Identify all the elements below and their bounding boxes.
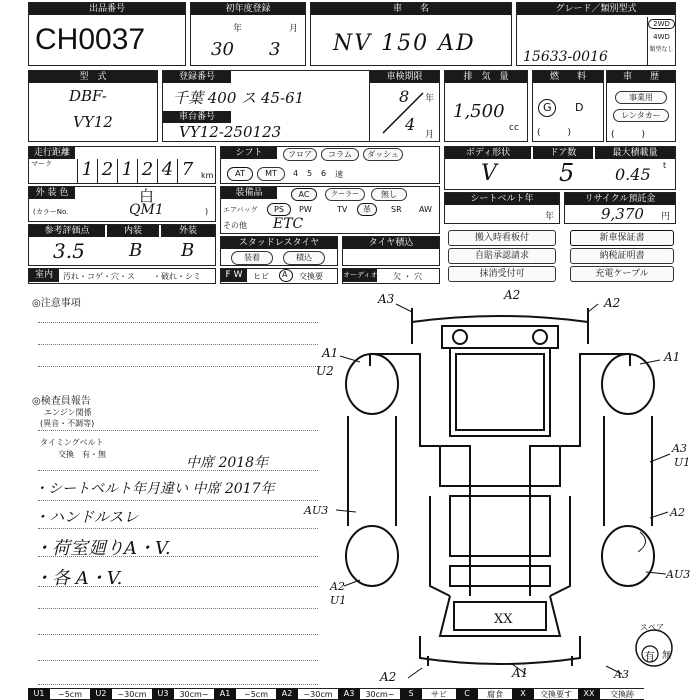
seatbelt-label: シートベルト年 xyxy=(445,193,559,205)
door-count-value: 5 xyxy=(559,159,575,187)
caution-title: ◎注意事項 xyxy=(32,298,81,309)
displacement-label: 排 気 量 xyxy=(445,71,527,83)
inspection-year: 8 xyxy=(399,87,410,106)
lot-number-box xyxy=(28,2,186,66)
audio-box: オーディオ 欠 ・ 穴 xyxy=(342,268,440,284)
legend-key: A1 xyxy=(214,688,236,700)
score-box xyxy=(28,224,216,266)
studless-loaded: 積込 xyxy=(283,251,325,265)
doc-warranty: 新車保証書 xyxy=(570,230,674,246)
fuel-box: 燃 料 G D ( ) xyxy=(532,70,604,142)
mark-front-left: A3 xyxy=(378,292,395,306)
equip-cooler: クーラー xyxy=(325,188,365,201)
doc-insurance: 自賠承認請求 xyxy=(448,248,556,264)
equipment-label: 装備品 xyxy=(221,187,277,199)
equip-ps: PS xyxy=(267,203,291,216)
mark-right-rear-door: A2 xyxy=(670,506,685,519)
history-rental: レンタカー xyxy=(613,109,669,122)
legend-key: U1 xyxy=(28,688,50,700)
seatbelt-box: シートベルト年 年 xyxy=(444,192,560,224)
body-shape-value: V xyxy=(481,161,497,186)
exterior-color-box: 外 装 色 白 (カラーNo. QM1 ) xyxy=(28,186,216,222)
inspection-strike xyxy=(377,89,427,137)
shift-label: シフト xyxy=(221,147,277,159)
doc-sign: 搬入時看板付 xyxy=(448,230,556,246)
history-label: 車 歴 xyxy=(607,71,675,83)
inspection-label: 車検期限 xyxy=(370,71,439,83)
score-value: 3.5 xyxy=(53,239,85,263)
mark-rear-center: A1 xyxy=(512,666,529,680)
mark-left-rear-1: A2 xyxy=(330,580,345,593)
grade-value: 15633-0016 xyxy=(523,49,608,65)
color-number-value: QM1 xyxy=(129,202,164,218)
fw-box: F W ヒビ A 交換要 xyxy=(220,268,338,284)
legend-key: X xyxy=(512,688,534,700)
exterior-grade-label: 外装 xyxy=(161,225,215,237)
mileage-mark-label: マーク xyxy=(31,160,52,168)
legend-key: A2 xyxy=(276,688,298,700)
note-4: ・各 A・V. xyxy=(34,568,123,589)
legend-value: サビ xyxy=(422,688,456,700)
drive-2wd: 2WD xyxy=(648,19,675,29)
equip-ac: AC xyxy=(291,188,317,201)
equipment-box: 装備品 AC クーラー 無し エアバッグ PS PW TV 革 SR AW その他 ETC xyxy=(220,186,440,234)
doc-deregistration: 抹消受付可 xyxy=(448,266,556,282)
type-none: 類型なし xyxy=(649,46,674,53)
model-line2: VY12 xyxy=(73,113,113,131)
legend-value: 交換跡 xyxy=(600,688,644,700)
shift-at: AT xyxy=(227,167,253,181)
shift-gears-6: 6 xyxy=(321,169,327,178)
interior-grade-label: 内装 xyxy=(107,225,159,237)
car-name-value: NV 150 AD xyxy=(333,31,476,56)
legend-value: 30cm~ xyxy=(174,688,214,700)
reg-number-label: 登録番号 xyxy=(163,71,231,83)
note-3: ・荷室廻りA・V. xyxy=(34,538,171,559)
equip-other-value: ETC xyxy=(273,216,304,232)
mark-front-right: A2 xyxy=(604,296,621,310)
interior-condition-box: 室内 汚れ・コゲ・穴・ス ・破れ・シミ xyxy=(28,268,216,284)
interior-grade-value: B xyxy=(129,240,143,261)
interior-condition-label: 室内 xyxy=(29,269,59,282)
tire-load-label: タイヤ積込 xyxy=(343,237,439,249)
grade-box xyxy=(516,2,676,66)
exterior-grade-value: B xyxy=(181,240,195,261)
body-shape-label: ボディ形状 xyxy=(445,147,531,159)
recycle-value: 9,370 xyxy=(601,205,644,223)
mileage-digit: 4 xyxy=(157,159,177,183)
lot-number-label: 出品番号 xyxy=(29,3,185,15)
spare-label: スペア xyxy=(640,623,664,632)
interior-condition-text: 汚れ・コゲ・穴・ス xyxy=(63,272,135,281)
shift-mt: MT xyxy=(257,167,285,181)
mark-rear-left: A2 xyxy=(380,670,397,684)
door-count-label: ドア数 xyxy=(533,147,593,159)
legend-value: ~5cm xyxy=(236,688,276,700)
first-registration-label: 初年度登録 xyxy=(191,3,305,15)
legend-key: XX xyxy=(578,688,600,700)
max-load-label: 最大積載量 xyxy=(595,147,675,159)
legend-value: 30cm~ xyxy=(360,688,400,700)
studless-mounted: 装着 xyxy=(231,251,273,265)
equip-sr: SR xyxy=(391,205,402,214)
mileage-digit: 1 xyxy=(117,159,137,183)
drive-4wd: 4WD xyxy=(653,33,670,41)
legend-value: 交換要す xyxy=(534,688,578,700)
studless-label: スタッドレスタイヤ xyxy=(221,237,337,249)
legend-key: U3 xyxy=(152,688,174,700)
car-name-box xyxy=(310,2,512,66)
mark-front-center: A2 xyxy=(504,288,521,302)
timing-belt-label: タイミングベルト xyxy=(40,438,104,447)
legend-key: A3 xyxy=(338,688,360,700)
shift-gears-5: 5 xyxy=(307,169,313,178)
shift-gears-4: 4 xyxy=(293,169,299,178)
legend-value: ~30cm xyxy=(112,688,152,700)
reg-number-value: 千葉 400 ス 45-61 xyxy=(173,89,305,107)
shift-column: コラム xyxy=(321,148,359,161)
fuel-label: 燃 料 xyxy=(533,71,603,83)
tire-load-box xyxy=(342,236,440,266)
mark-right-rear-fender: AU3 xyxy=(666,568,691,581)
recycle-label: リサイクル預託金 xyxy=(565,193,675,205)
score-label: 参考評価点 xyxy=(29,225,105,237)
shift-box: シフト フロア コラム ダッシュ AT MT 4 5 6 速 xyxy=(220,146,440,184)
registration-box: 登録番号 千葉 400 ス 45-61 車台番号 VY12-250123 車検期限 8 年 4 月 xyxy=(162,70,440,142)
note-1: ・シートベルト年月違い 中席 2017年 xyxy=(34,481,275,497)
fuel-d: D xyxy=(575,101,584,114)
equip-pw: PW xyxy=(299,205,312,214)
mileage-box: 走行距離 マーク 1 2 1 2 4 7 km xyxy=(28,146,216,184)
history-box: 車 歴 事業用 レンタカー ( ) xyxy=(606,70,676,142)
mileage-digits xyxy=(77,159,197,183)
first-registration-year: 30 xyxy=(211,39,234,60)
displacement-box: 排 気 量 1,500 cc xyxy=(444,70,528,142)
mark-right-front-fender: A1 xyxy=(664,350,681,364)
first-registration-month: 3 xyxy=(269,39,281,60)
equip-leather: 革 xyxy=(357,203,377,216)
chassis-number-label: 車台番号 xyxy=(163,111,231,123)
history-business: 事業用 xyxy=(615,91,667,104)
grade-label: グレード／類別型式 xyxy=(517,3,675,15)
audio-label: オーディオ xyxy=(343,269,377,282)
fuel-g: G xyxy=(543,101,552,114)
report-title: ◎検査員報告 xyxy=(32,396,91,407)
body-door-load-box: ボディ形状 ドア数 最大積載量 V 5 0.45 t xyxy=(444,146,676,190)
inspection-month: 4 xyxy=(405,115,416,134)
studless-box xyxy=(220,236,338,266)
mark-right-door-2: U1 xyxy=(674,456,691,469)
mark-left-door: AU3 xyxy=(304,504,329,517)
legend-value: 腐食 xyxy=(478,688,512,700)
legend-key: U2 xyxy=(90,688,112,700)
mark-rear-gate: XX xyxy=(494,612,513,627)
model-box xyxy=(28,70,158,142)
doc-tax: 納税証明書 xyxy=(570,248,674,264)
exterior-color-label: 外 装 色 xyxy=(29,187,75,199)
mileage-label: 走行距離 xyxy=(29,147,75,159)
mark-rear-right: A3 xyxy=(614,668,629,681)
mark-right-door-1: A3 xyxy=(672,442,687,455)
note-2: ・ハンドルスレ xyxy=(34,508,139,526)
mark-left-front-fender-1: A1 xyxy=(322,346,339,360)
mileage-digit: 7 xyxy=(177,159,197,183)
exterior-color-value: 白 xyxy=(139,187,155,205)
equip-aw: AW xyxy=(419,205,432,214)
shift-dash: ダッシュ xyxy=(363,148,403,161)
legend-value: ~5cm xyxy=(50,688,90,700)
legend-key: S xyxy=(400,688,422,700)
legend-value: ~30cm xyxy=(298,688,338,700)
fw-a: A xyxy=(282,270,288,279)
engine-label: エンジン関係 xyxy=(44,408,92,417)
displacement-value: 1,500 xyxy=(453,101,505,122)
recycle-box: リサイクル預託金 9,370 円 xyxy=(564,192,676,224)
mileage-digit: 2 xyxy=(137,159,157,183)
first-registration-box: 初年度登録 年 月 30 3 xyxy=(190,2,306,66)
doc-charging-cable: 充電ケーブル xyxy=(570,266,674,282)
fw-label: F W xyxy=(221,269,247,282)
spare-value: 有 xyxy=(644,650,655,663)
shift-floor: フロア xyxy=(283,148,317,161)
equip-tv: TV xyxy=(337,205,348,214)
lot-number-value: CH0037 xyxy=(35,23,146,56)
model-line1: DBF- xyxy=(69,87,107,105)
mileage-digit: 2 xyxy=(97,159,117,183)
model-label: 型 式 xyxy=(29,71,157,83)
mileage-digit: 1 xyxy=(77,159,97,183)
max-load-value: 0.45 xyxy=(615,165,651,184)
equip-none: 無し xyxy=(371,188,407,201)
legend-key: C xyxy=(456,688,478,700)
chassis-number-value: VY12-250123 xyxy=(179,123,282,141)
mark-left-rear-2: U1 xyxy=(330,594,347,607)
spare-none: 無 xyxy=(662,651,672,661)
timing-note: 中席 2018年 xyxy=(186,455,269,471)
car-name-label: 車 名 xyxy=(311,3,511,15)
mark-left-front-fender-2: U2 xyxy=(316,364,334,378)
